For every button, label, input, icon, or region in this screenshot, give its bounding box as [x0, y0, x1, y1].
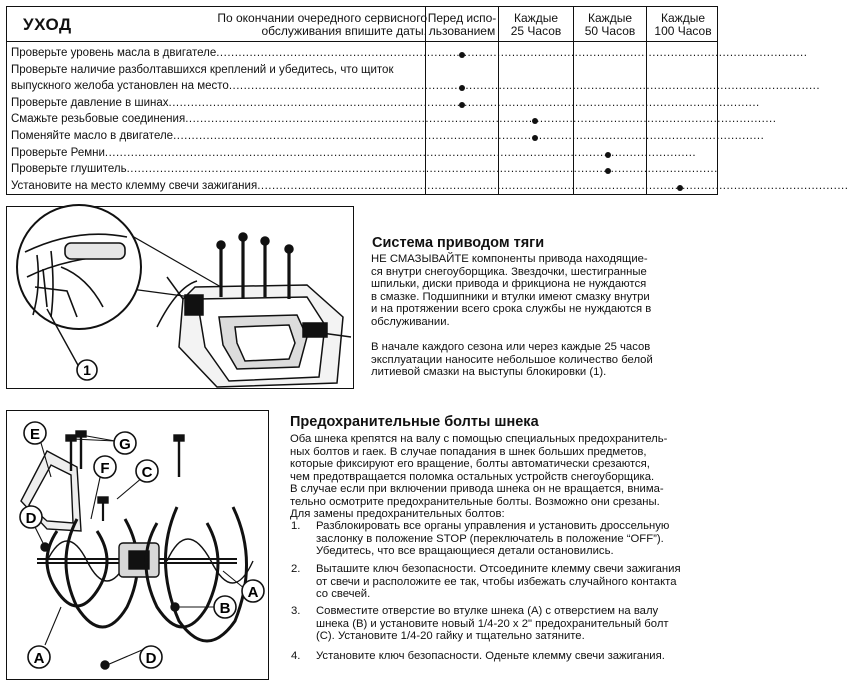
- task-row: Проверьте давление в шинах................................................................................................................................................................: [11, 96, 760, 109]
- shear-heading: Предохранительные болты шнека: [290, 414, 539, 430]
- maintenance-note: По окончании очередного сервисного обслуживания впишите даты.: [217, 11, 427, 38]
- drive-paragraph-2: В начале каждого сезона или через каждые 25 часов эксплуатации наносите небольшое количество белой литиевой смазки на выступы блокировки (1).: [371, 341, 653, 378]
- drive-system-figure: [6, 206, 354, 389]
- maintenance-title: УХОД: [23, 15, 72, 34]
- task-row: Проверьте уровень масла в двигателе................................................................................................................................................................: [11, 47, 808, 59]
- svg-text:G: G: [119, 436, 131, 453]
- shear-callout-e: [24, 422, 46, 444]
- shear-callout-b: [214, 596, 236, 618]
- task-row: Поменяйте масло в двигателе................................................................................................................................................................: [11, 130, 765, 142]
- drive-heading: Система приводом тяги: [372, 235, 545, 251]
- task-row: Проверьте Ремни................................................................................................................................................................: [11, 146, 697, 159]
- auger-illustration: [7, 411, 270, 681]
- column-header-50-hours: Каждые 50 Часов: [584, 11, 636, 38]
- task-row: Проверьте наличие разболтавшихся креплений и убедитесь, что щиток: [11, 63, 394, 76]
- svg-text:A: A: [33, 650, 45, 667]
- svg-text:A: A: [247, 584, 259, 601]
- svg-text:B: B: [219, 600, 231, 617]
- shear-callout-c: [136, 460, 158, 482]
- shear-callout-f: [94, 456, 116, 478]
- svg-text:C: C: [141, 464, 153, 481]
- shear-intro: Оба шнека крепятся на валу с помощью специальных предохранитель- ных болтов и гаек. В случае попадания в шнек больших предметов, которые фиксируют его вращение, болты автоматически срезаются, чем предотвращается поломка остальных устройств снегоуборщика. В случае если при включении привода шнека он не вращается, внима- тельно осмотрите предохранительные болты. Возможно они срезаны. Для замены предохранительных болтов:: [290, 433, 668, 520]
- svg-text:D: D: [25, 510, 37, 527]
- drive-paragraph-1: НЕ СМАЗЫВАЙТЕ компоненты привода находящие- ся внутри снегоуборщика. Звездочки, шестигранные шпильки, диски привода и фрикциона не нуждаются в смазке. Подшипники и втулки имеют смазку внутри и на протяжении всего срока службы не нуждаются в обслуживании.: [371, 253, 652, 328]
- column-header-100-hours: Каждые 100 Часов: [654, 11, 712, 38]
- column-header-25-hours: Каждые 25 Часов: [510, 11, 562, 38]
- maintenance-table: [6, 6, 848, 195]
- svg-text:D: D: [145, 650, 157, 667]
- shear-callout-a-left: [28, 646, 50, 668]
- svg-text:1: 1: [83, 362, 91, 378]
- task-row: Проверьте глушитель................................................................................................................................................................: [11, 163, 718, 176]
- task-row: Установите на место клемму свечи зажигания................................................................................................................................................................: [11, 179, 848, 192]
- shear-bolt-figure: [6, 410, 269, 680]
- shear-callout-d-top: [20, 506, 42, 528]
- svg-text:E: E: [29, 426, 41, 443]
- column-header-before-use: Перед испо- льзованием: [427, 11, 497, 38]
- drive-system-illustration: [7, 207, 355, 390]
- svg-text:F: F: [100, 460, 110, 477]
- shear-callout-a-right: [242, 580, 264, 602]
- task-row: выпускного желоба установлен на место................................................................................................................................................................: [11, 80, 821, 93]
- task-row: Смажьте резьбовые соединения................................................................................................................................................................: [11, 113, 777, 126]
- shear-callout-d-bottom: [140, 646, 162, 668]
- shear-callout-g: [114, 432, 136, 454]
